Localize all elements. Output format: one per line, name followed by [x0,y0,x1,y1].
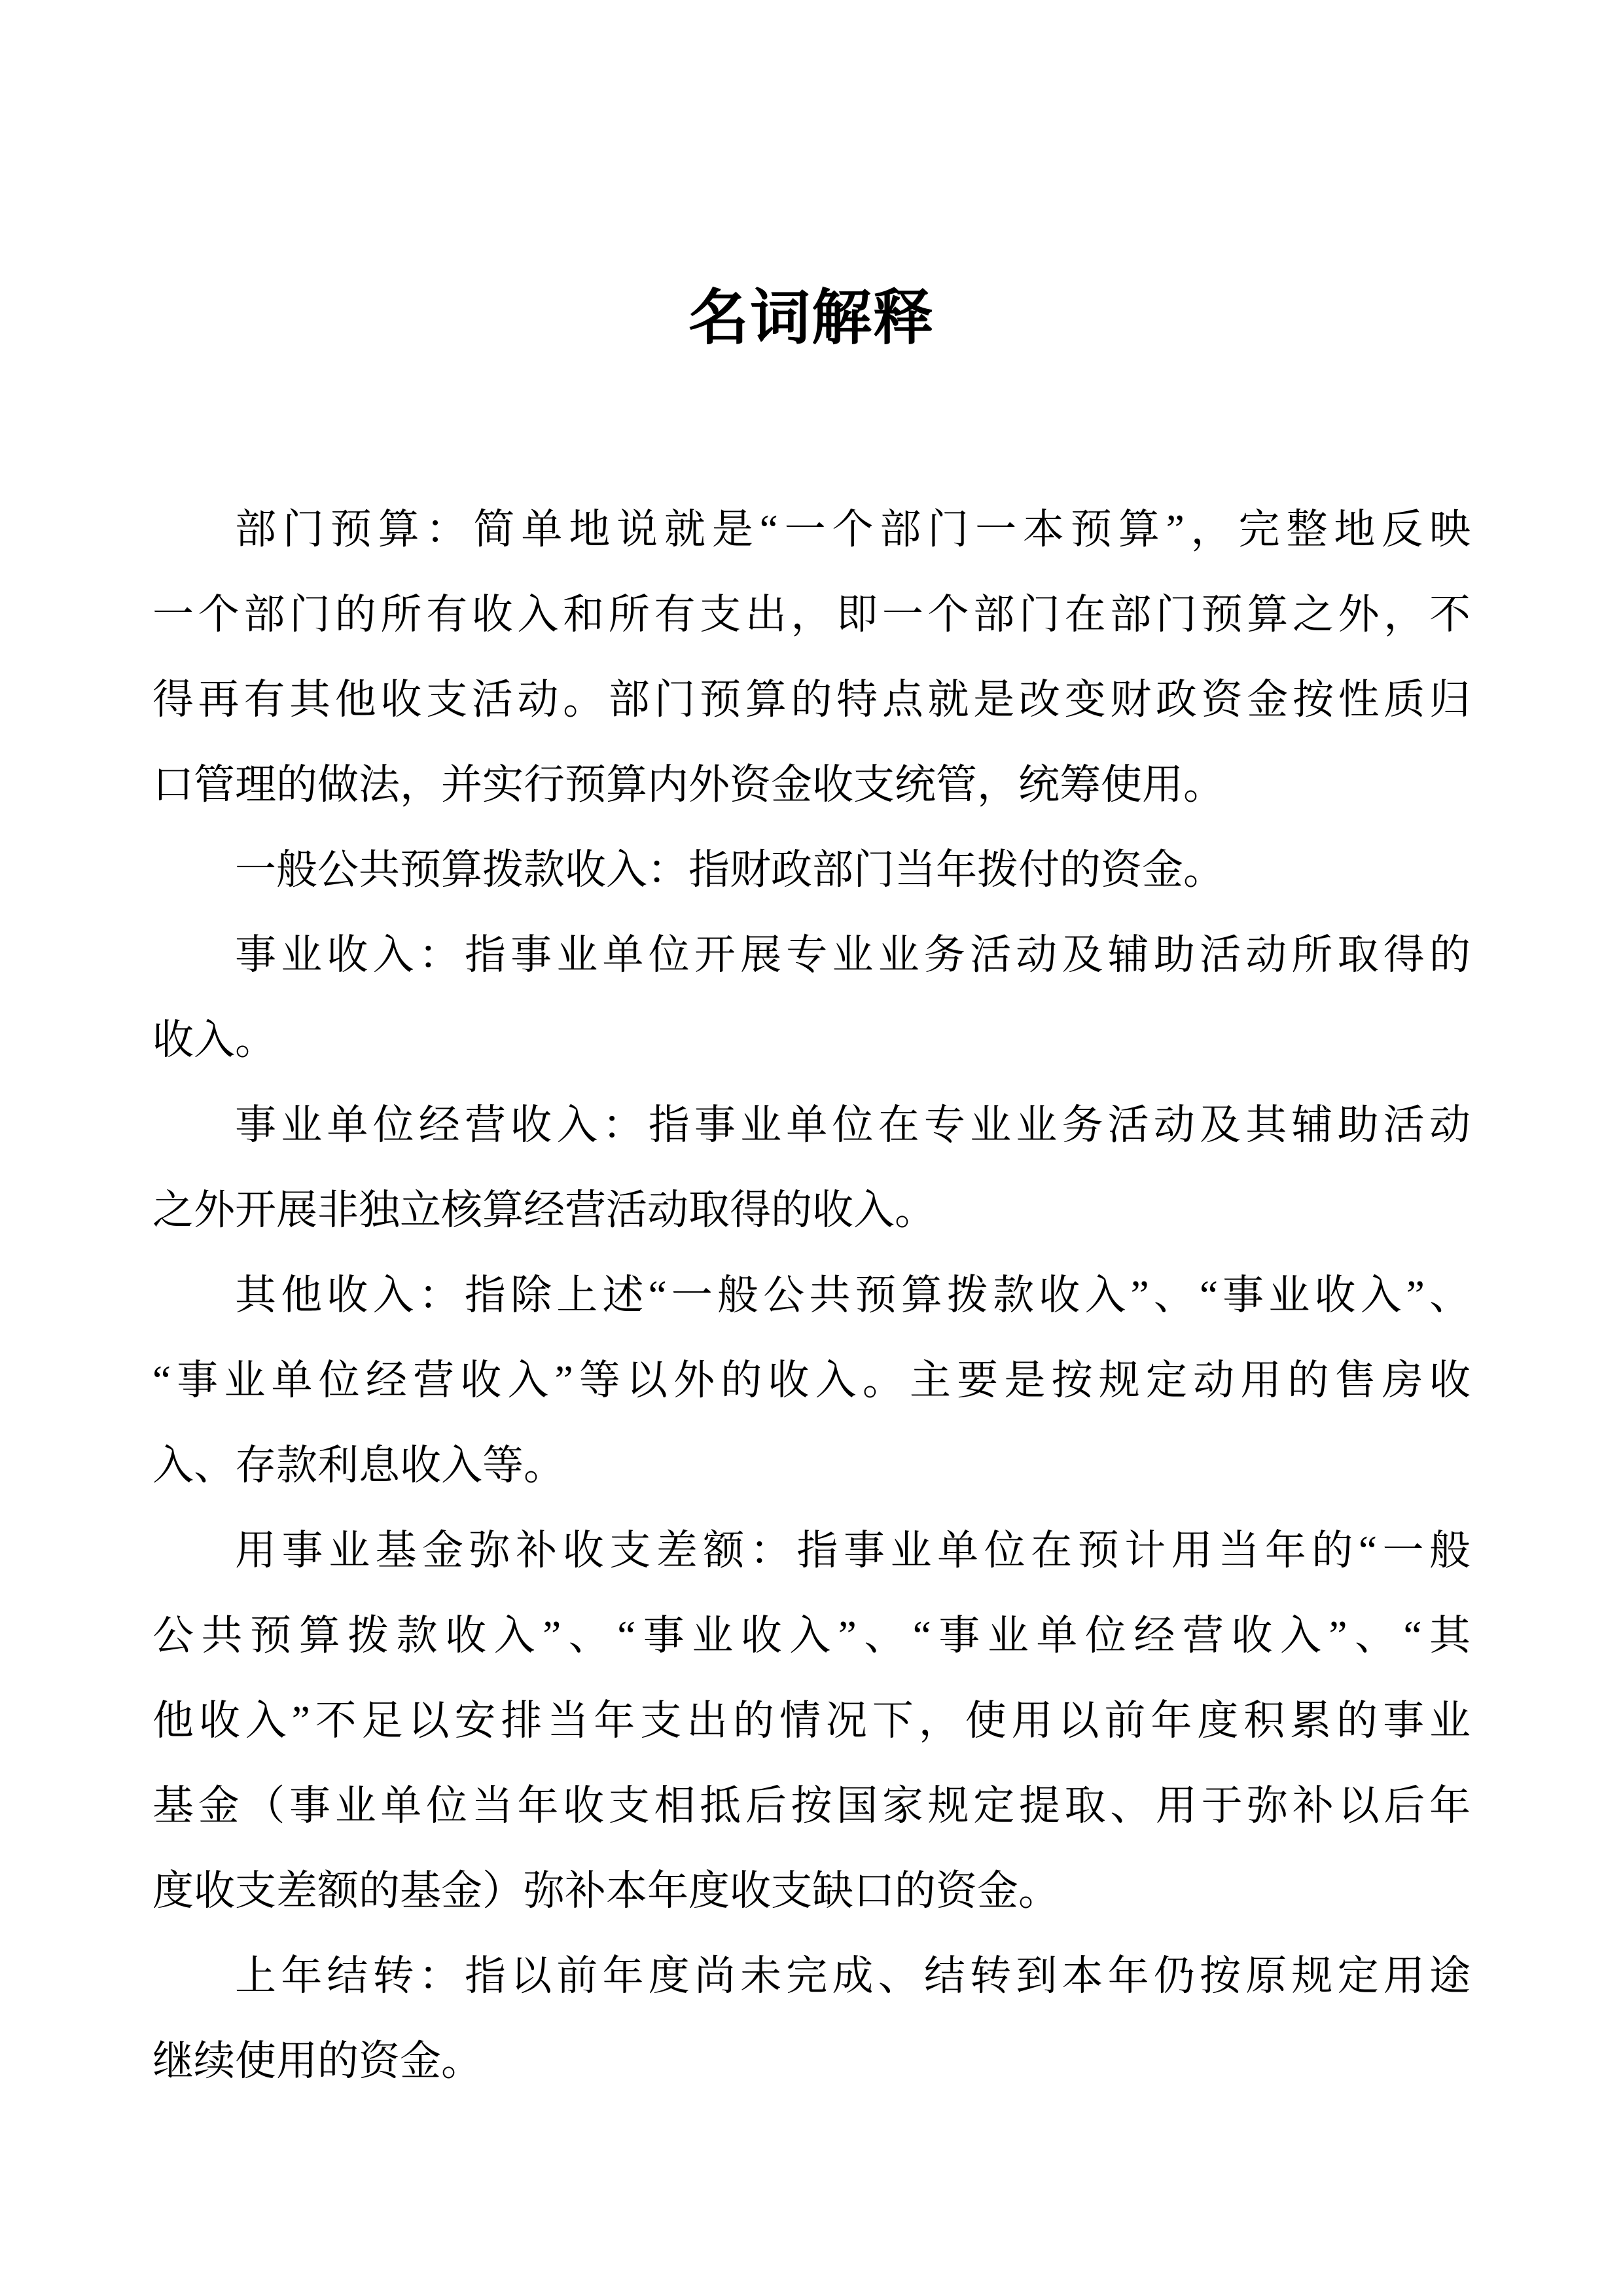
text-line: 口管理的做法，并实行预算内外资金收支统管，统筹使用。 [152,762,1224,808]
text-line: “事业单位经营收入”等以外的收入。主要是按规定动用的售房收 [152,1357,1471,1403]
paragraph [152,1253,1471,1508]
text-line: 公共预算拨款收入”、“事业收入”、“事业单位经营收入”、“其 [152,1613,1471,1659]
text-line: 事业收入：指事业单位开展专业业务活动及辅助活动所取得的 [235,932,1471,978]
paragraph [152,487,1471,827]
text-line: 他收入”不足以安排当年支出的情况下，使用以前年度积累的事业 [152,1698,1471,1744]
paragraph [152,1083,1471,1253]
text-line: 收入。 [152,1017,276,1063]
text-line: 事业单位经营收入：指事业单位在专业业务活动及其辅助活动 [235,1102,1471,1148]
text-line: 一个部门的所有收入和所有支出，即一个部门在部门预算之外，不 [152,592,1471,637]
text-line: 其他收入：指除上述“一般公共预算拨款收入”、“事业收入”、 [235,1272,1471,1318]
document-body [152,487,1471,2104]
text-line: 之外开展非独立核算经营活动取得的收入。 [152,1187,936,1233]
text-line: 度收支差额的基金）弥补本年度收支缺口的资金。 [152,1868,1060,1914]
paragraph [152,1508,1471,1933]
text-line: 入、存款利息收入等。 [152,1443,565,1488]
page-title: 名词解释 [688,285,935,351]
text-line: 继续使用的资金。 [152,2038,482,2084]
text-line: 基金（事业单位当年收支相抵后按国家规定提取、用于弥补以后年 [152,1783,1471,1829]
text-line: 得再有其他收支活动。部门预算的特点就是改变财政资金按性质归 [152,677,1471,723]
paragraph [152,912,1471,1083]
paragraph [152,827,1471,912]
text-line: 部门预算：简单地说就是“一个部门一本预算”，完整地反映 [235,507,1471,552]
text-line: 用事业基金弥补收支差额：指事业单位在预计用当年的“一般 [235,1528,1471,1573]
text-line: 上年结转：指以前年度尚未完成、结转到本年仍按原规定用途 [235,1953,1471,1999]
text-line: 一般公共预算拨款收入：指财政部门当年拨付的资金。 [235,847,1224,893]
paragraph [152,1933,1471,2104]
